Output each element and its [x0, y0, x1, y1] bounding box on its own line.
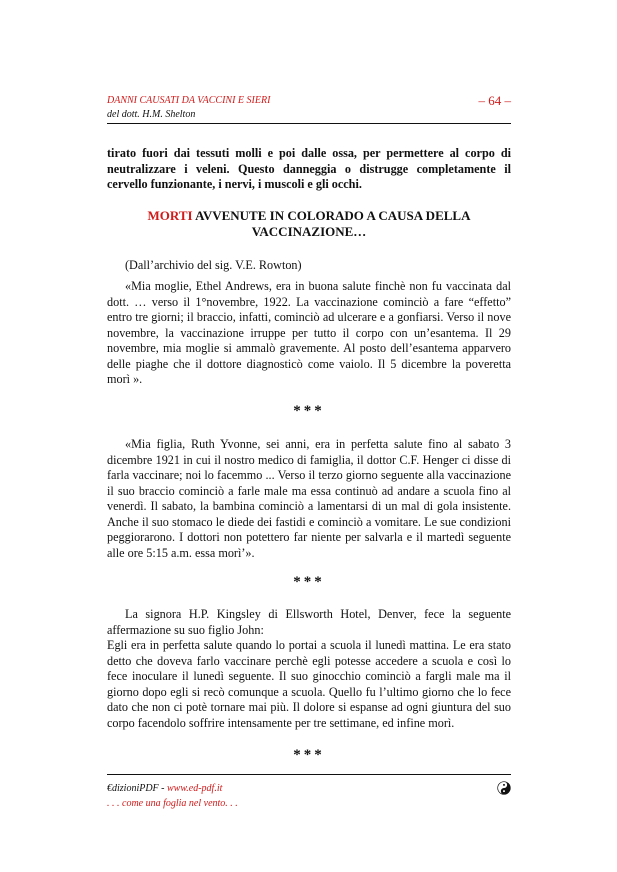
testimony-paragraph-1: «Mia moglie, Ethel Andrews, era in buona salute finchè non fu vaccinata dal dott. … verso il 1°novembre, 1922. La vaccinazione cominciò a fare “effetto” entro tre giorni; il braccio, infatti, cominciò ad ulcerare e a gonfiarsi. Verso il nove novembre, la vaccinazione irruppe per tutto il corpo con un’esantema. Il 29 novembre, mia moglie si ammalò gravemente. Al posto dell’esantema apparvero delle piaghe che il dottore diagnosticò come vaiolo. Il 5 dicembre la poveretta morì ».: [107, 279, 511, 386]
footer-tagline: . . . come una foglia nel vento. . .: [107, 798, 238, 809]
page-number: – 64 –: [478, 93, 511, 108]
yin-yang-icon: [497, 781, 511, 795]
website-link[interactable]: www.ed-pdf.it: [167, 783, 223, 794]
section-separator-1: ***: [293, 403, 325, 419]
header-author: del dott. H.M. Shelton: [107, 109, 196, 120]
header-rule: [107, 123, 511, 124]
intro-paragraph: tirato fuori dai tessuti molli e poi dalle ossa, per permettere al corpo di neutralizzare i veleni. Questo danneggia o distrugge completamente il cervello funzionante, i nervi, i muscoli e gli occhi.: [107, 146, 511, 191]
header-title: DANNI CAUSATI DA VACCINI E SIERI: [107, 95, 271, 106]
source-line: (Dall’archivio del sig. V.E. Rowton): [125, 258, 302, 272]
publisher-name: €dizioniPDF: [107, 783, 159, 794]
section-separator-3: ***: [293, 747, 325, 763]
testimony-paragraph-3: La signora H.P. Kingsley di Ellsworth Hotel, Denver, fece la seguente affermazione su suo figlio John: Egli era in perfetta salute quando lo portai a scuola il lunedì mattina. Le era stato detto che doveva farlo vaccinare perchè egli potesse accedere a scuola e così lo fece inoculare il lunedì seguente. Il suo ginocchio cominciò a fargli male ma il giorno dopo egli si recò comunque a scuola. Quello fu l’ultimo giorno che lo fece dato che non ci potè tornare mai più. Il dolore si espanse ad ogni giuntura del suo corpo facendolo soffrire intensamente per tre settimane, ed infine morì.: [107, 607, 511, 730]
footer-publisher-line: €dizioniPDF - www.ed-pdf.it: [107, 783, 223, 794]
footer-rule: [107, 774, 511, 775]
section-heading: MORTI AVVENUTE IN COLORADO A CAUSA DELLA VACCINAZIONE…: [147, 208, 471, 239]
footer-credits: [107, 781, 238, 811]
testimony-paragraph-2: «Mia figlia, Ruth Yvonne, sei anni, era in perfetta salute fino al sabato 3 dicembre 1921 in cui il nostro medico di famiglia, il dottor C.F. Henger ci disse di farla vaccinare; noi lo facemmo ... Verso il terzo giorno seguente alla vaccinazione il suo braccio cominciò a farle male ma essa continuò ad andare a scuola fino al venerdì. Il sabato, la bambina cominciò a lamentarsi di un mal di gola insistente. Anche il suo stomaco le diede dei fastidi e cominciò a vomitare. Le sue condizioni peggiorarono. I dottori non potettero far niente per salvarla e il martedì seguente alle ore 5:15 a.m. essa morì’».: [107, 437, 511, 560]
section-separator-2: ***: [293, 574, 325, 590]
